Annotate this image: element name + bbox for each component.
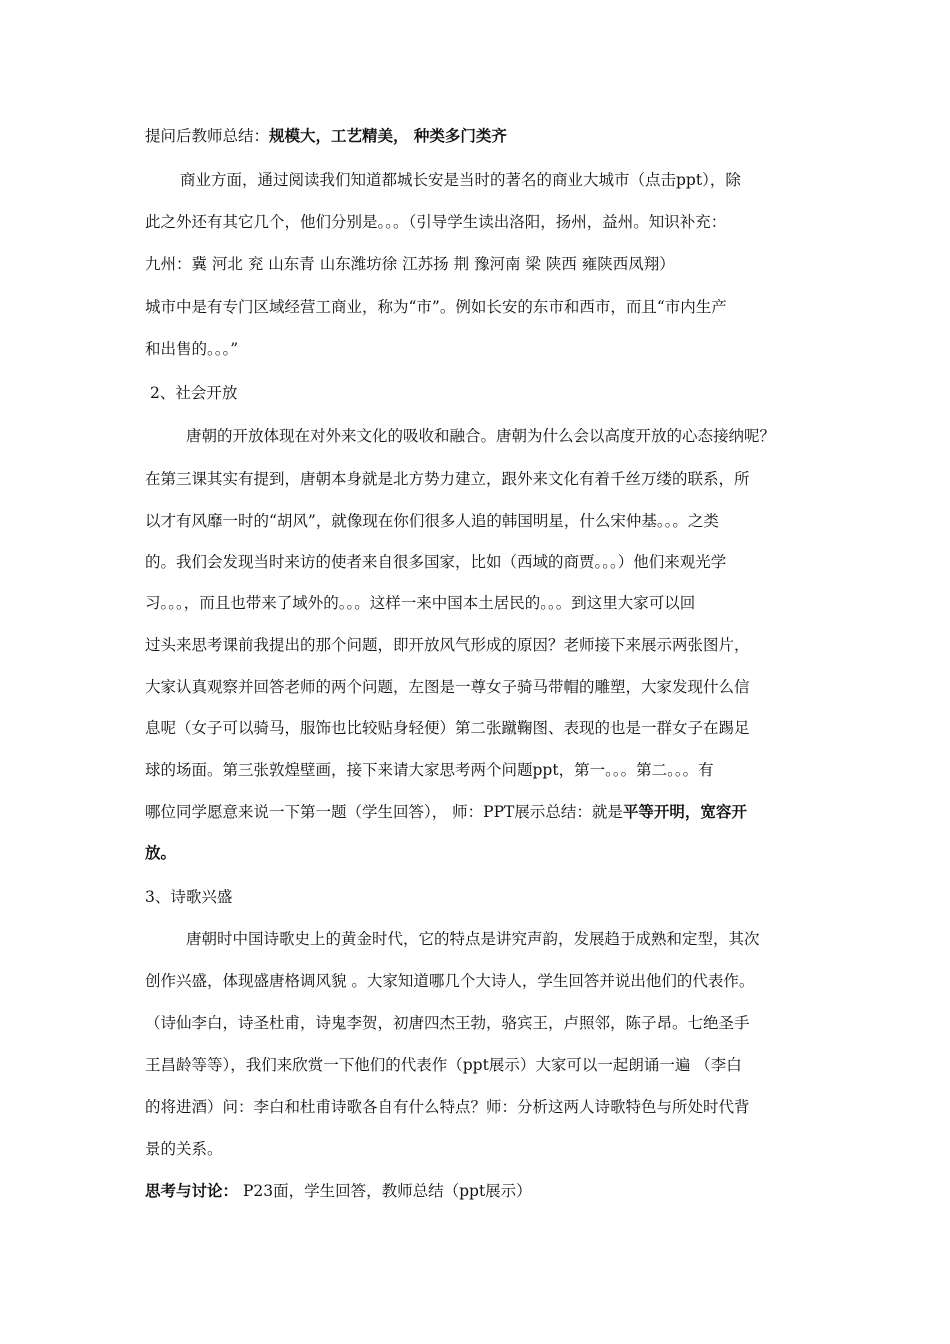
- paragraph-open-10: [145, 802, 747, 822]
- paragraph-market-1: 城市中是有专门区域经营工商业，称为“市”。例如长安的东市和西市，而且“市内生产: [145, 298, 727, 316]
- paragraph-commerce-1: 商业方面，通过阅读我们知道都城长安是当时的著名的商业大城市（点击ppt），除: [180, 171, 741, 189]
- paragraph-open-1: 唐朝的开放体现在对外来文化的吸收和融合。唐朝为什么会以高度开放的心态接纳呢？: [186, 427, 776, 445]
- discussion-label: 思考与讨论：: [145, 1181, 239, 1200]
- summary-label: 提问后教师总结：: [145, 127, 270, 145]
- paragraph-open-3: 以才有风靡一时的“胡风”，就像现在你们很多人追的韩国明星，什么宋仲基。。。之类: [145, 512, 719, 530]
- summary-bold: 规模大，工艺精美， 种类多门类齐: [269, 126, 507, 145]
- section-heading-2: 2、社会开放: [150, 384, 238, 402]
- paragraph-open-10-bold: 平等开明，宽容开: [622, 802, 747, 821]
- paragraph-poetry-5: 的将进酒）问：李白和杜甫诗歌各自有什么特点？师：分析这两人诗歌特色与所处时代背: [145, 1098, 750, 1116]
- discussion-text: P23面，学生回答，教师总结（ppt展示）: [238, 1182, 532, 1200]
- paragraph-poetry-3: （诗仙李白，诗圣杜甫，诗鬼李贺，初唐四杰王勃，骆宾王，卢照邻，陈子昂。七绝圣手: [145, 1014, 750, 1032]
- paragraph-market-2: 和出售的。。。”: [145, 340, 239, 358]
- paragraph-poetry-2: 创作兴盛，体现盛唐格调风貌 。大家知道哪几个大诗人，学生回答并说出他们的代表作。: [145, 972, 755, 990]
- discussion-line: [145, 1181, 532, 1201]
- paragraph-open-7: 大家认真观察并回答老师的两个问题，左图是一尊女子骑马带帽的雕塑，大家发现什么信: [145, 678, 750, 696]
- paragraph-commerce-3: 九州：冀 河北 兖 山东青 山东潍坊徐 江苏扬 荆 豫河南 梁 陕西 雍陕西凤翔）: [145, 255, 675, 273]
- paragraph-poetry-4: 王昌龄等等），我们来欣赏一下他们的代表作（ppt展示）大家可以一起朗诵一遍 （李白: [145, 1056, 742, 1074]
- paragraph-open-11: 放。: [145, 843, 177, 862]
- paragraph-poetry-1: 唐朝时中国诗歌史上的黄金时代，它的特点是讲究声韵，发展趋于成熟和定型，其次: [186, 930, 760, 948]
- paragraph-open-4: 的。我们会发现当时来访的使者来自很多国家，比如（西域的商贾。。。）他们来观光学: [145, 553, 727, 571]
- paragraph-open-10-text: 哪位同学愿意来说一下第一题（学生回答）， 师：PPT展示总结：就是: [145, 803, 623, 821]
- paragraph-open-6: 过头来思考课前我提出的那个问题，即开放风气形成的原因？老师接下来展示两张图片，: [145, 636, 750, 654]
- summary-line: [145, 126, 507, 146]
- paragraph-poetry-6: 景的关系。: [145, 1140, 223, 1158]
- paragraph-commerce-2: 此之外还有其它几个，他们分别是。。。（引导学生读出洛阳，扬州，益州。知识补充：: [145, 213, 727, 231]
- paragraph-open-5: 习。。。，而且也带来了域外的。。。这样一来中国本土居民的。。。到这里大家可以回: [145, 594, 696, 612]
- paragraph-open-8: 息呢（女子可以骑马，服饰也比较贴身轻便）第二张蹴鞠图、表现的也是一群女子在踢足: [145, 719, 750, 737]
- paragraph-open-2: 在第三课其实有提到，唐朝本身就是北方势力建立，跟外来文化有着千丝万缕的联系，所: [145, 470, 750, 488]
- paragraph-open-9: 球的场面。第三张敦煌壁画，接下来请大家思考两个问题ppt，第一。。。第二。。。有: [145, 761, 714, 779]
- section-heading-3: 3、诗歌兴盛: [145, 888, 233, 906]
